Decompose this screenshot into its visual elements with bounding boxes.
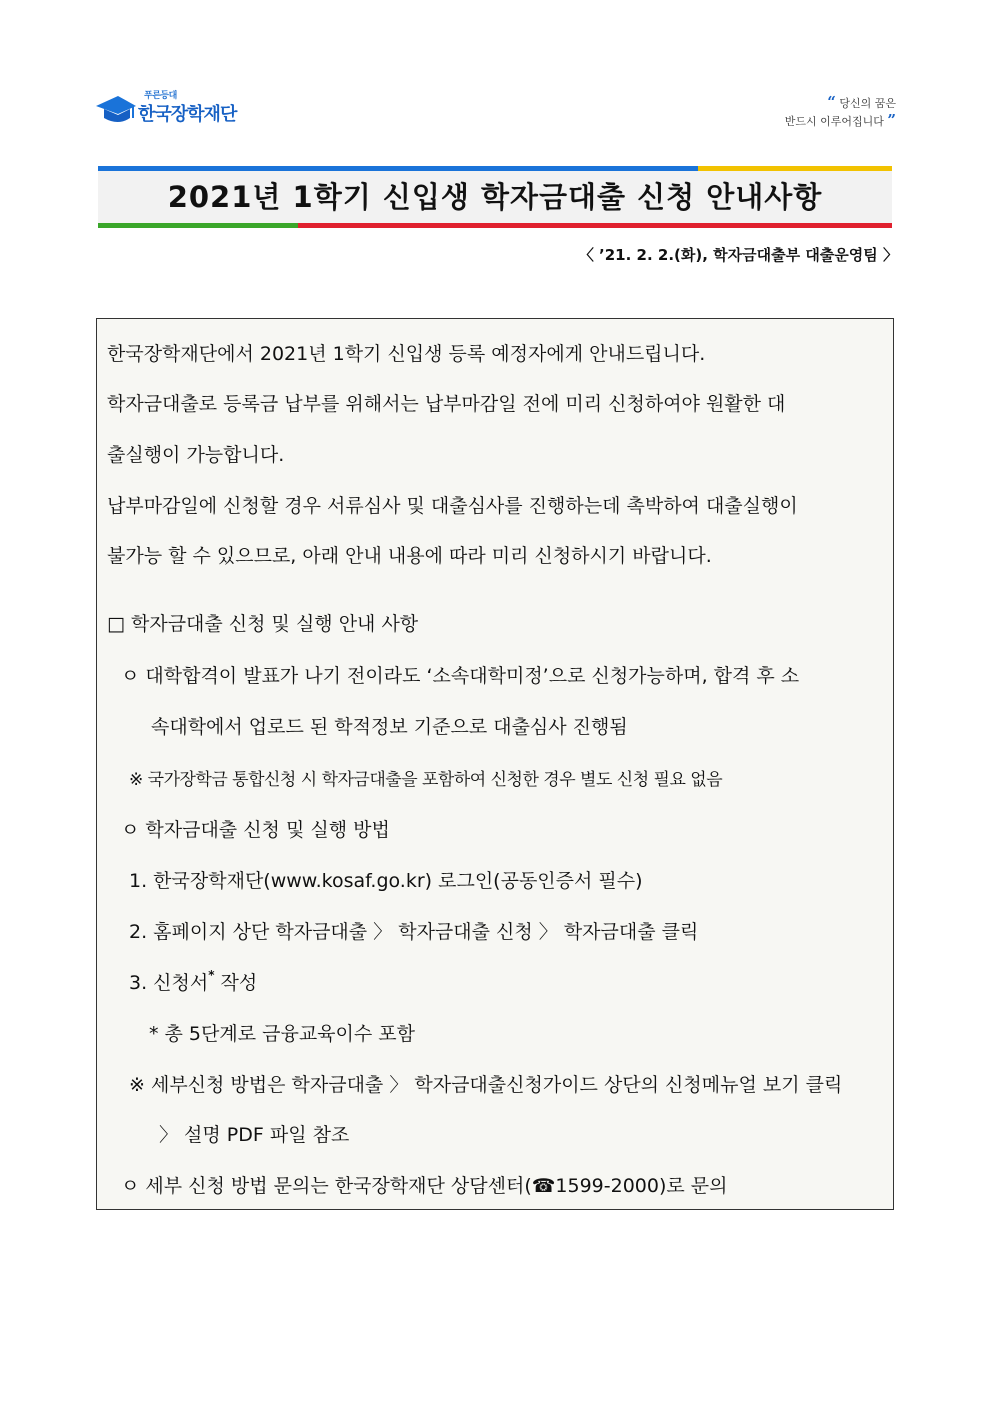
intro-line-3: 출실행이 가능합니다. <box>107 444 285 466</box>
logo-subtext: 푸른등대 <box>144 91 177 101</box>
note-2-line-2: 〉 설명 PDF 파일 참조 <box>159 1124 350 1146</box>
bullet-3: ㅇ 세부 신청 방법 문의는 한국장학재단 상담센터(☎1599-2000)로 문의 <box>121 1175 728 1197</box>
notice-box <box>96 318 894 1210</box>
page-title: 2021년 1학기 신입생 학자금대출 신청 안내사항 <box>167 180 823 214</box>
intro-line-1: 한국장학재단에서 2021년 1학기 신입생 등록 예정자에게 안내드립니다. <box>107 343 706 365</box>
kosaf-logo <box>94 88 244 132</box>
issuer-date: 〈 ’21. 2. 2.(화), 학자금대출부 대출운영팀 〉 <box>578 246 898 264</box>
close-quote: ” <box>887 111 896 129</box>
open-quote: “ <box>827 93 836 111</box>
intro-line-4: 납부마감일에 신청할 경우 서류심사 및 대출심사를 진행하는데 촉박하여 대출실행이 <box>107 495 798 517</box>
logo-text: 한국장학재단 <box>138 104 237 125</box>
note-2-line-1: ※ 세부신청 방법은 학자금대출 〉 학자금대출신청가이드 상단의 신청메뉴얼 보기 클릭 <box>129 1074 843 1096</box>
slogan-line-2: 반드시 이루어집니다 <box>784 115 884 128</box>
step-3: 3. 신청서* 작성 <box>129 968 258 994</box>
graduation-cap-icon <box>94 92 138 128</box>
intro-line-5: 불가능 할 수 있으므로, 아래 안내 내용에 따라 미리 신청하시기 바랍니다. <box>107 545 712 567</box>
bullet-1-line-2: 속대학에서 업로드 된 학적정보 기준으로 대출심사 진행됨 <box>151 716 628 738</box>
footnote: * 총 5단계로 금융교육이수 포함 <box>149 1023 415 1045</box>
bullet-2: ㅇ 학자금대출 신청 및 실행 방법 <box>121 819 390 841</box>
step-2: 2. 홈페이지 상단 학자금대출 〉 학자금대출 신청 〉 학자금대출 클릭 <box>129 921 699 943</box>
step-1: 1. 한국장학재단(www.kosaf.go.kr) 로그인(공동인증서 필수) <box>129 870 643 892</box>
footnote-mark: * <box>208 968 215 982</box>
slogan <box>736 94 896 130</box>
bullet-1-line-1: ㅇ 대학합격이 발표가 나기 전이라도 ‘소속대학미정’으로 신청가능하며, 합격 후 소 <box>121 665 800 687</box>
slogan-line-1: 당신의 꿈은 <box>839 97 896 110</box>
intro-line-2: 학자금대출로 등록금 납부를 위해서는 납부마감일 전에 미리 신청하여야 원활한 대 <box>107 393 786 415</box>
title-banner <box>98 166 892 228</box>
title-bottom-bar <box>98 223 892 228</box>
note-1: ※ 국가장학금 통합신청 시 학자금대출을 포함하여 신청한 경우 별도 신청 필요 없음 <box>129 770 723 790</box>
section-title: □ 학자금대출 신청 및 실행 안내 사항 <box>107 613 419 635</box>
